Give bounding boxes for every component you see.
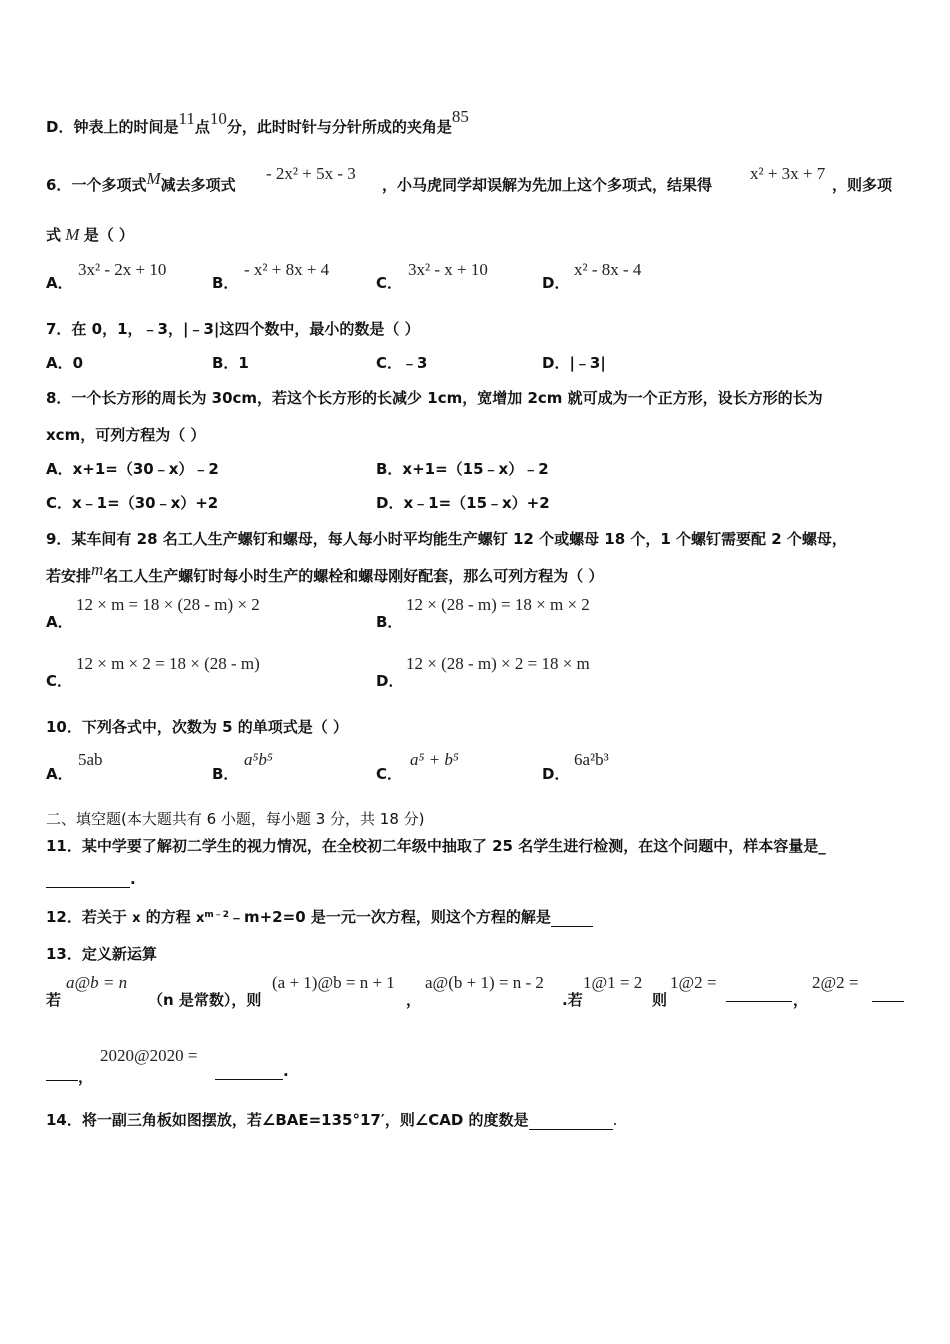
text: 减去多项式 xyxy=(160,176,236,194)
q13-e6: 2@2 = xyxy=(812,973,859,992)
q9-text2 xyxy=(46,560,604,586)
q13-blank-2 xyxy=(872,983,904,1002)
q9-option-d: D． xyxy=(376,672,404,690)
math-M: M xyxy=(65,225,80,244)
q13-comma2: ， xyxy=(78,1068,94,1086)
q9-option-c-expr: 12 × m × 2 = 18 × (28 - m) xyxy=(76,654,260,673)
q9-option-b: B． xyxy=(376,613,403,631)
q9-text1: 9．某车间有 28 名工人生产螺钉和螺母，每人每小时平均能生产螺钉 12 个或螺母 18 个，1 个螺钉需要配 2 个螺母， xyxy=(46,530,847,548)
q8-option-d: D．x﹣1=（15﹣x）+2 xyxy=(376,494,550,512)
q8-option-a: A．x+1=（30﹣x）﹣2 xyxy=(46,460,219,478)
q13-e5: 1@2 = xyxy=(670,973,717,992)
math-angle: 85 xyxy=(451,107,469,126)
q14-text: 14．将一副三角板如图摆放，若∠BAE=135°17′，则∠CAD 的度数是 . xyxy=(46,1111,618,1129)
answer-blank[interactable] xyxy=(726,987,792,1002)
q13-blank-1 xyxy=(726,983,792,1002)
q9-option-b-expr: 12 × (28 - m) = 18 × m × 2 xyxy=(406,595,590,614)
q6-option-a-expr: 3x² - 2x + 10 xyxy=(78,260,167,279)
q9-option-a: A． xyxy=(46,613,73,631)
q8-option-b: B．x+1=（15﹣x）﹣2 xyxy=(376,460,549,478)
q7-text: 7．在 0，1，﹣3，|﹣3|这四个数中，最小的数是（ ） xyxy=(46,320,420,338)
q6-text4: ，则多项 xyxy=(832,176,893,194)
q6-poly1: - 2x² + 5x - 3 xyxy=(266,164,356,183)
q5-option-d xyxy=(46,107,469,137)
q6-option-c: C． xyxy=(376,274,403,292)
text: 分，此时时针与分针所成的夹角是 xyxy=(226,118,452,136)
q10-option-a-expr: 5ab xyxy=(78,750,103,769)
q10-option-a: A． xyxy=(46,765,73,783)
q13-e1: a@b = n xyxy=(66,973,128,992)
q13-comma: ， xyxy=(406,991,422,1009)
q13-e4: 1@1 = 2 xyxy=(583,973,643,992)
q10-option-c-expr: a⁵ + b⁵ xyxy=(410,750,459,769)
answer-blank[interactable] xyxy=(529,1115,613,1130)
q13-note: （n 是常数），则 xyxy=(148,991,262,1009)
math-M: M xyxy=(146,169,161,188)
q6-option-b: B． xyxy=(212,274,239,292)
q10-option-c: C． xyxy=(376,765,403,783)
q6-option-a: A． xyxy=(46,274,73,292)
q13-e2: (a + 1)@b = n + 1 xyxy=(272,973,395,992)
math-minute: 10 xyxy=(209,109,227,128)
q10-option-d: D． xyxy=(542,765,570,783)
q6-option-b-expr: - x² + 8x + 4 xyxy=(244,260,330,279)
q10-text: 10．下列各式中，次数为 5 的单项式是（ ） xyxy=(46,718,348,736)
answer-blank[interactable] xyxy=(551,912,593,927)
q10-option-b: B． xyxy=(212,765,239,783)
answer-blank[interactable] xyxy=(872,987,904,1002)
q6-line2 xyxy=(46,224,134,245)
text: 点 xyxy=(194,118,210,136)
q8-option-c: C．x﹣1=（30﹣x）+2 xyxy=(46,494,219,512)
q13-blank-2b xyxy=(46,1062,78,1081)
q11-blank: . xyxy=(46,870,136,888)
q13-ruo2: .若 xyxy=(562,991,583,1009)
answer-blank[interactable] xyxy=(46,873,130,888)
text: 若安排 xyxy=(46,567,92,585)
q7-option-d: D．|﹣3| xyxy=(542,354,606,372)
q9-option-a-expr: 12 × m = 18 × (28 - m) × 2 xyxy=(76,595,260,614)
text: 式 xyxy=(46,226,62,244)
q6-option-d: D． xyxy=(542,274,570,292)
q7-option-a: A．0 xyxy=(46,354,84,372)
q13-title: 13．定义新运算 xyxy=(46,945,157,963)
q13-ze: 则 xyxy=(652,991,668,1009)
q6-line1 xyxy=(46,169,236,195)
q12-text: 12．若关于 x 的方程 $x^{m﹣2}﹣m+2=0$ 是一元一次方程，则这个方程的解是 xyxy=(46,906,593,927)
q6-poly2: x² + 3x + 7 xyxy=(750,164,826,183)
q13-blank-3: . xyxy=(215,1062,289,1080)
q9-option-d-expr: 12 × (28 - m) × 2 = 18 × m xyxy=(406,654,590,673)
question-number: 6． xyxy=(46,176,72,194)
text: 一个多项式 xyxy=(71,176,147,194)
text: 是（ ） xyxy=(83,226,134,244)
q6-option-c-expr: 3x² - x + 10 xyxy=(408,260,488,279)
answer-blank[interactable] xyxy=(215,1065,283,1080)
math-hour: 11 xyxy=(178,109,195,128)
q10-option-d-expr: 6a²b³ xyxy=(574,750,609,769)
q13-comma-b: ， xyxy=(793,991,809,1009)
text: 钟表上的时间是 xyxy=(73,118,179,136)
q9-option-c: C． xyxy=(46,672,73,690)
math-m: m xyxy=(91,560,104,579)
text: 名工人生产螺钉时每小时生产的螺栓和螺母刚好配套，那么可列方程为（ ） xyxy=(103,567,604,585)
q13-e7: 2020@2020 = xyxy=(100,1046,198,1065)
q7-option-b: B．1 xyxy=(212,354,249,372)
q13-ruo: 若 xyxy=(46,991,62,1009)
section-heading: 二、填空题(本大题共有 6 小题，每小题 3 分，共 18 分) xyxy=(46,810,425,828)
q6-option-d-expr: x² - 8x - 4 xyxy=(574,260,642,279)
option-label: D． xyxy=(46,118,74,136)
q10-option-b-expr: a⁵b⁵ xyxy=(244,750,273,769)
answer-blank[interactable] xyxy=(46,1066,78,1081)
q7-option-c: C．﹣3 xyxy=(376,354,428,372)
q13-e3: a@(b + 1) = n - 2 xyxy=(425,973,544,992)
q11-text: 11．某中学要了解初二学生的视力情况，在全校初二年级中抽取了 25 名学生进行检测，在这个问题中，样本容量是_ xyxy=(46,837,826,855)
q8-text2: xcm，可列方程为（ ） xyxy=(46,426,206,444)
q6-text3: ，小马虎同学却误解为先加上这个多项式，结果得 xyxy=(382,176,713,194)
q8-text1: 8．一个长方形的周长为 30cm，若这个长方形的长减少 1cm，宽增加 2cm 就可成为一个正方形，设长方形的长为 xyxy=(46,389,823,407)
